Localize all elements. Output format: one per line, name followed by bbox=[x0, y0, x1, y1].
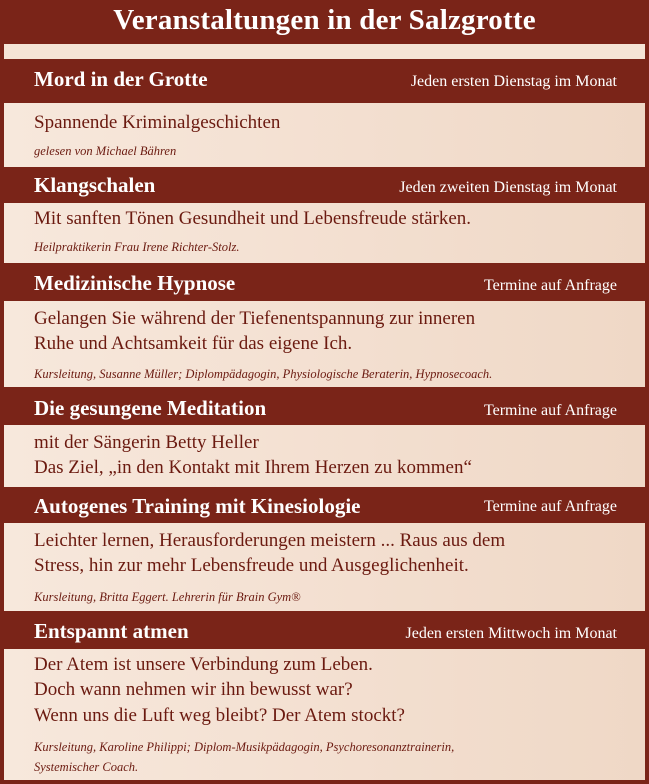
event-schedule: Jeden ersten Dienstag im Monat bbox=[410, 73, 617, 90]
event-credit: Kursleitung, Karoline Philippi; Diplom-Musikpädagogin, Psychoresonanztrainerin, bbox=[34, 740, 455, 754]
event-body-mord bbox=[4, 103, 645, 167]
event-body-atmen bbox=[4, 649, 645, 780]
event-description-line: Gelangen Sie während der Tiefenentspannung zur inneren bbox=[34, 308, 476, 329]
event-description-line: Das Ziel, „in den Kontakt mit Ihrem Herzen zu kommen“ bbox=[34, 457, 472, 478]
event-credit: Heilpraktikerin Frau Irene Richter-Stolz. bbox=[34, 240, 240, 254]
event-schedule: Termine auf Anfrage bbox=[483, 402, 617, 419]
event-description-line: Ruhe und Achtsamkeit für das eigene Ich. bbox=[34, 333, 353, 354]
event-body-meditation bbox=[4, 425, 645, 487]
event-header-autogenes-training bbox=[4, 487, 645, 523]
event-schedule: Jeden ersten Mittwoch im Monat bbox=[405, 625, 617, 642]
event-name: Die gesungene Meditation bbox=[34, 396, 267, 420]
event-description-line: Spannende Kriminalgeschichten bbox=[34, 112, 281, 133]
event-header-meditation bbox=[4, 387, 645, 425]
event-name: Autogenes Training mit Kinesiologie bbox=[34, 494, 361, 518]
event-schedule: Termine auf Anfrage bbox=[483, 277, 617, 294]
event-schedule: Jeden zweiten Dienstag im Monat bbox=[399, 179, 617, 196]
event-header-mord bbox=[4, 59, 645, 103]
event-credit: Systemischer Coach. bbox=[34, 760, 139, 774]
event-description-line: Der Atem ist unsere Verbindung zum Leben. bbox=[34, 654, 373, 675]
event-description-line: Doch wann nehmen wir ihn bewusst war? bbox=[34, 679, 353, 700]
event-description-line: Wenn uns die Luft weg bleibt? Der Atem stockt? bbox=[34, 705, 405, 726]
event-description-line: Stress, hin zur mehr Lebensfreude und Ausgeglichenheit. bbox=[34, 555, 469, 576]
event-credit: gelesen von Michael Bähren bbox=[34, 144, 177, 158]
top-band bbox=[4, 44, 645, 59]
event-name: Klangschalen bbox=[34, 173, 156, 197]
event-name: Medizinische Hypnose bbox=[34, 271, 236, 295]
event-description-line: Mit sanften Tönen Gesundheit und Lebensfreude stärken. bbox=[34, 208, 472, 229]
event-credit: Kursleitung, Susanne Müller; Diplompädagogin, Physiologische Beraterin, Hypnosecoach. bbox=[34, 367, 493, 381]
event-description-line: mit der Sängerin Betty Heller bbox=[34, 432, 259, 453]
event-name: Mord in der Grotte bbox=[34, 67, 208, 91]
event-description-line: Leichter lernen, Herausforderungen meistern ... Raus aus dem bbox=[34, 530, 506, 551]
event-header-klangschalen bbox=[4, 167, 645, 203]
event-header-atmen bbox=[4, 611, 645, 649]
page-title: Veranstaltungen in der Salzgrotte bbox=[113, 4, 536, 36]
event-body-hypnose bbox=[4, 301, 645, 387]
event-schedule: Termine auf Anfrage bbox=[483, 498, 617, 515]
event-name: Entspannt atmen bbox=[34, 619, 189, 643]
event-header-hypnose bbox=[4, 263, 645, 301]
event-credit: Kursleitung, Britta Eggert. Lehrerin für Brain Gym® bbox=[34, 590, 301, 604]
event-body-klangschalen bbox=[4, 203, 645, 263]
event-body-autogenes-training bbox=[4, 523, 645, 611]
